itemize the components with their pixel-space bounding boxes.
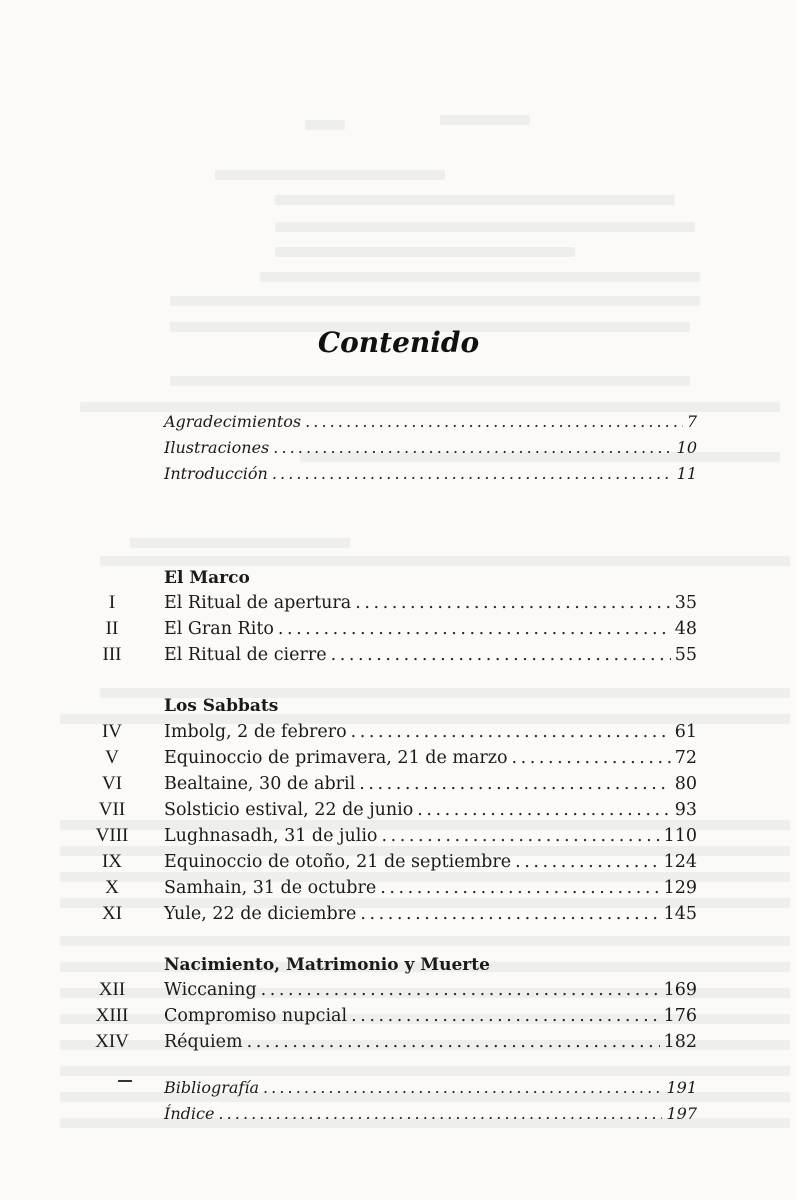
chapter-number: VIII — [95, 825, 129, 846]
dot-leader — [351, 722, 671, 742]
toc-entry-page: 93 — [674, 800, 697, 820]
chapter-number: XI — [101, 903, 123, 924]
toc-entry[interactable] — [60, 644, 697, 670]
dot-leader — [305, 412, 683, 431]
toc-entry-agradecimientos[interactable] — [60, 412, 697, 438]
toc-entry-bibliografia[interactable] — [60, 1078, 697, 1104]
toc-entry-page: 55 — [674, 645, 697, 665]
toc-entry-title: Solsticio estival, 22 de junio — [164, 800, 414, 820]
dot-leader — [331, 645, 671, 665]
dot-leader — [263, 1078, 662, 1097]
toc-entry-indice[interactable] — [60, 1104, 697, 1130]
dot-leader — [278, 619, 671, 639]
toc-entry-title: Réquiem — [164, 1032, 243, 1052]
section-heading-el-marco: El Marco — [164, 568, 250, 588]
toc-entry-title: Samhain, 31 de octubre — [164, 878, 377, 898]
dot-leader — [218, 1104, 662, 1123]
toc-entry-ilustraciones[interactable] — [60, 438, 697, 464]
dot-leader — [355, 593, 671, 613]
toc-entry[interactable] — [60, 877, 697, 903]
chapter-number: II — [105, 618, 119, 639]
toc-entry-title: Bealtaine, 30 de abril — [164, 774, 356, 794]
toc-entry-title: Imbolg, 2 de febrero — [164, 722, 347, 742]
toc-entry-page: 80 — [674, 774, 697, 794]
toc-entry-title: Lughnasadh, 31 de julio — [164, 826, 378, 846]
dot-leader — [351, 1006, 660, 1026]
toc-entry-title: Compromiso nupcial — [164, 1006, 348, 1026]
toc-entry[interactable] — [60, 1005, 697, 1031]
chapter-number: XIV — [95, 1031, 129, 1052]
dot-leader — [515, 852, 659, 872]
chapter-number: IV — [101, 721, 123, 742]
toc-entry-page: 35 — [674, 593, 697, 613]
chapter-number: X — [105, 877, 119, 898]
toc-entry-title: El Ritual de cierre — [164, 645, 327, 665]
toc-entry-title: Agradecimientos — [164, 412, 302, 431]
toc-entry[interactable] — [60, 825, 697, 851]
chapter-number: XII — [98, 979, 126, 1000]
toc-entry-page: 182 — [663, 1032, 697, 1052]
dot-leader — [261, 980, 660, 1000]
page-title: Contenido — [317, 326, 480, 359]
toc-entry-introduccion[interactable] — [60, 464, 697, 490]
section-heading-nacimiento: Nacimiento, Matrimonio y Muerte — [164, 955, 490, 975]
toc-entry[interactable] — [60, 618, 697, 644]
toc-entry-page: 11 — [676, 464, 697, 483]
toc-entry[interactable] — [60, 1031, 697, 1057]
toc-entry[interactable] — [60, 773, 697, 799]
toc-entry-title: Bibliografía — [164, 1078, 259, 1097]
toc-entry-page: 48 — [674, 619, 697, 639]
toc-entry-title: El Gran Rito — [164, 619, 274, 639]
dot-leader — [272, 464, 673, 483]
toc-entry-page: 197 — [666, 1104, 697, 1123]
section-heading-los-sabbats: Los Sabbats — [164, 696, 279, 716]
toc-entry-page: 191 — [666, 1078, 697, 1097]
chapter-number: III — [102, 644, 122, 665]
toc-entry-title: Equinoccio de primavera, 21 de marzo — [164, 748, 508, 768]
chapter-number: VI — [101, 773, 123, 794]
toc-entry-title: Índice — [164, 1104, 215, 1123]
chapter-number: V — [105, 747, 119, 768]
dot-leader — [247, 1032, 660, 1052]
toc-entry-title: Introducción — [164, 464, 268, 483]
toc-entry[interactable] — [60, 903, 697, 929]
toc-entry-page: 72 — [674, 748, 697, 768]
toc-entry-page: 129 — [663, 878, 697, 898]
toc-entry-title: Wiccaning — [164, 980, 257, 1000]
toc-entry-page: 145 — [663, 904, 697, 924]
toc-entry-title: Ilustraciones — [164, 438, 270, 457]
chapter-number: XIII — [95, 1005, 129, 1026]
dot-leader — [273, 438, 672, 457]
dot-leader — [360, 904, 659, 924]
toc-entry[interactable] — [60, 979, 697, 1005]
toc-entry-page: 124 — [663, 852, 697, 872]
toc-entry-page: 176 — [663, 1006, 697, 1026]
toc-entry-title: Yule, 22 de diciembre — [164, 904, 357, 924]
toc-entry[interactable] — [60, 721, 697, 747]
dot-leader — [417, 800, 670, 820]
dot-leader — [359, 774, 671, 794]
dot-leader — [380, 878, 659, 898]
toc-entry-page: 10 — [676, 438, 697, 457]
toc-entry[interactable] — [60, 592, 697, 618]
toc-entry[interactable] — [60, 851, 697, 877]
chapter-number: I — [108, 592, 116, 613]
dot-leader — [381, 826, 659, 846]
toc-entry-page: 110 — [663, 826, 697, 846]
toc-entry-title: El Ritual de apertura — [164, 593, 352, 613]
chapter-number: VII — [98, 799, 126, 820]
toc-entry[interactable] — [60, 747, 697, 773]
toc-entry-page: 169 — [663, 980, 697, 1000]
toc-entry[interactable] — [60, 799, 697, 825]
chapter-number: IX — [101, 851, 123, 872]
toc-entry-page: 61 — [674, 722, 697, 742]
toc-entry-page: 7 — [686, 412, 697, 431]
toc-entry-title: Equinoccio de otoño, 21 de septiembre — [164, 852, 512, 872]
dot-leader — [512, 748, 671, 768]
